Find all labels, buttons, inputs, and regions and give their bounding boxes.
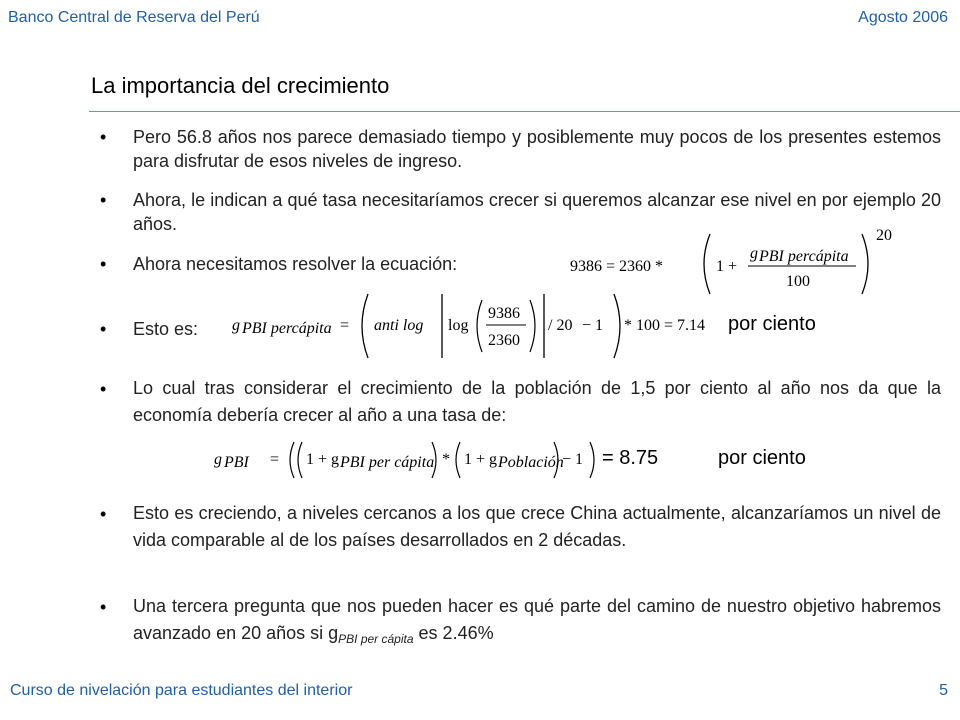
equation-2 bbox=[230, 290, 840, 362]
bullet-7-subscript: PBI per cápita bbox=[338, 632, 414, 646]
bullet-3-text: Ahora necesitamos resolver la ecuación: bbox=[133, 254, 458, 274]
eq3-sub-pc: PBI per cápita bbox=[340, 454, 435, 471]
bullet-5-symbol: • bbox=[100, 379, 107, 399]
eq3-g-sub: PBI bbox=[224, 454, 249, 471]
eq3-unit: por ciento bbox=[718, 447, 806, 469]
eq2-outer-right-paren bbox=[614, 294, 620, 358]
bullet-1-text: Pero 56.8 años nos parece demasiado tiempo y posiblemente muy pocos de los presentes estemos para disfrutar de esos niveles de ingreso. bbox=[133, 127, 941, 171]
eq3-sub-pob: Población bbox=[498, 454, 564, 471]
eq2-unit: por ciento bbox=[728, 313, 816, 335]
eq2-div20: / 20 bbox=[548, 317, 573, 334]
eq2-outer-left-paren bbox=[362, 294, 368, 358]
eq1-right-paren bbox=[862, 234, 868, 294]
eq1-den: 100 bbox=[786, 273, 810, 290]
bullet-4-symbol: • bbox=[100, 319, 107, 339]
eq1-g: g bbox=[750, 245, 758, 262]
eq2-times100: * 100 = 7.14 bbox=[624, 317, 706, 334]
eq1-g-sub: PBI percápita bbox=[759, 248, 849, 265]
bullet-4-text: Esto es: bbox=[133, 319, 199, 339]
bullet-5-text: Lo cual tras considerar el crecimiento de la población de 1,5 por ciento al año nos da que la economía debería crecer al año a una tasa de: bbox=[133, 378, 941, 425]
eq3-one-plus-a: 1 + g bbox=[306, 451, 340, 468]
bullet-1-symbol: • bbox=[100, 127, 107, 147]
eq2-inner-left-paren bbox=[477, 300, 482, 352]
eq3-minus1: − 1 bbox=[562, 451, 584, 468]
eq2-antilog: anti log bbox=[374, 317, 424, 334]
bullet-7-symbol: • bbox=[100, 597, 107, 617]
eq3-result: = 8.75 bbox=[602, 447, 659, 469]
eq2-g: g bbox=[232, 317, 240, 334]
bullet-6-symbol: • bbox=[100, 504, 107, 524]
equation-3 bbox=[210, 436, 840, 482]
eq3-outer-right-paren bbox=[590, 442, 594, 478]
eq2-inner-right-paren bbox=[530, 300, 535, 352]
eq2-den: 2360 bbox=[488, 332, 520, 349]
eq3-outer-left-paren bbox=[290, 442, 294, 478]
eq3-g: g bbox=[214, 451, 222, 468]
eq1-lhs: 9386 = 2360 * bbox=[570, 258, 664, 275]
bullet-7 bbox=[133, 593, 941, 653]
bullet-7-value: es 2.46% bbox=[418, 623, 494, 643]
slide-title: La importancia del crecimiento bbox=[91, 73, 390, 98]
header-org: Banco Central de Reserva del Perú bbox=[8, 9, 260, 26]
page-number: 5 bbox=[939, 682, 948, 699]
header-date: Agosto 2006 bbox=[858, 9, 948, 26]
bullet-2-symbol: • bbox=[100, 190, 107, 210]
eq3-left-paren-a bbox=[298, 442, 302, 478]
eq2-num: 9386 bbox=[488, 305, 520, 322]
eq1-left-paren bbox=[704, 234, 710, 294]
bullet-7-text: Una tercera pregunta que nos pueden hacer es qué parte del camino de nuestro objetivo habremos avanzado en 20 años si g bbox=[133, 596, 941, 643]
bullet-2-text: Ahora, le indican a qué tasa necesitaríamos crecer si queremos alcanzar ese nivel en por ejemplo 20 años. bbox=[133, 190, 941, 234]
eq2-log: log bbox=[448, 317, 469, 334]
eq3-one-plus-b: 1 + g bbox=[464, 451, 498, 468]
eq1-exp: 20 bbox=[876, 228, 892, 244]
eq3-times: * bbox=[442, 451, 450, 468]
bullet-6-text: Esto es creciendo, a niveles cercanos a los que crece China actualmente, alcanzaríamos un nivel de vida comparable al de los países desarrollados en 2 décadas. bbox=[133, 503, 941, 550]
eq2-g-sub: PBI percápita bbox=[242, 320, 332, 337]
bullet-3-symbol: • bbox=[100, 254, 107, 274]
title-rule bbox=[89, 111, 960, 112]
footer-course: Curso de nivelación para estudiantes del interior bbox=[10, 682, 353, 699]
eq1-one-plus: 1 + bbox=[716, 258, 738, 275]
eq3-eq: = bbox=[270, 451, 280, 468]
eq3-left-paren-b bbox=[456, 442, 460, 478]
eq2-eq: = bbox=[340, 317, 350, 334]
eq2-minus1: − 1 bbox=[582, 317, 604, 334]
